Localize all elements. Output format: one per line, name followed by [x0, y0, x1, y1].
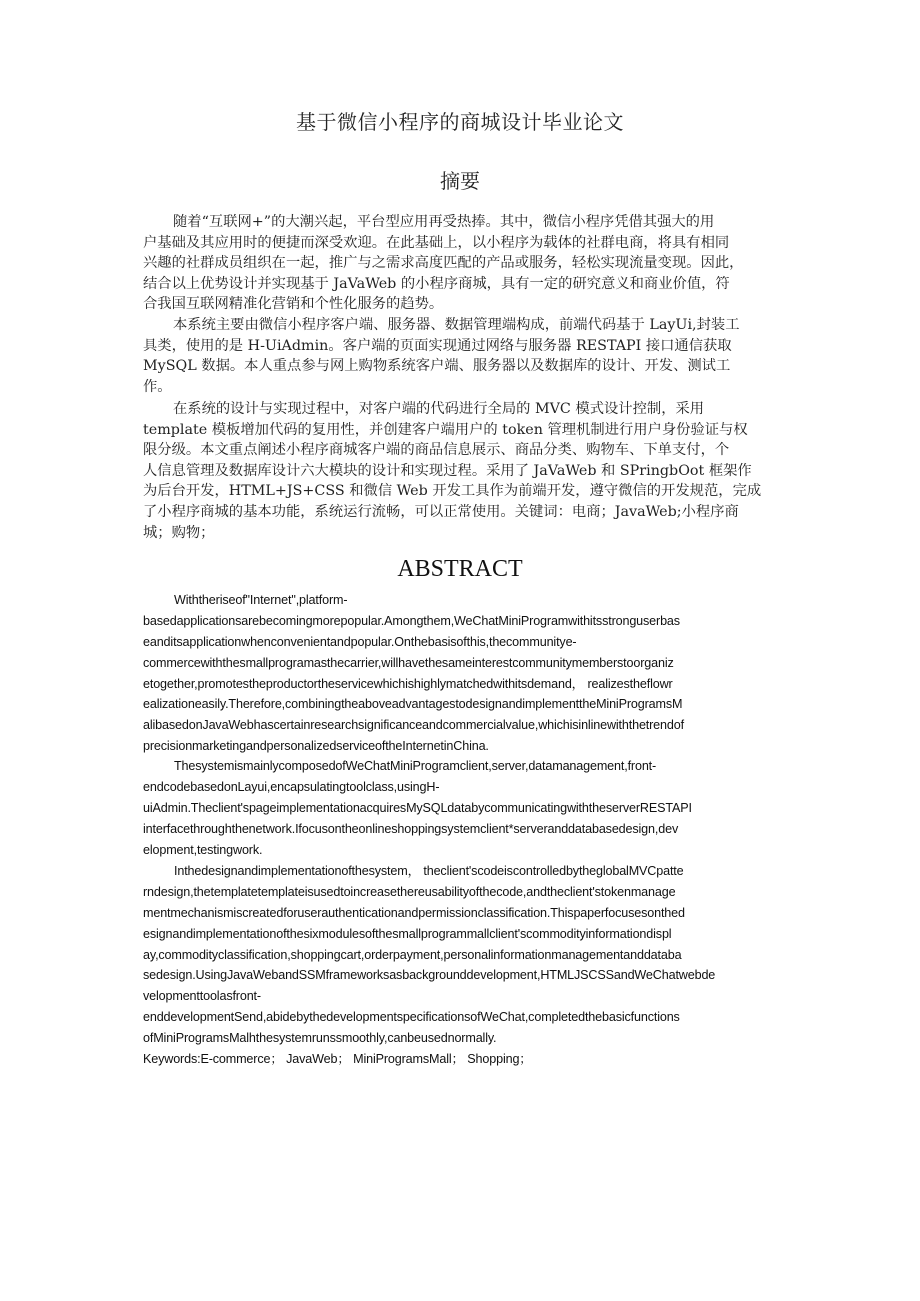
abstract-cn-paragraph-3: [143, 399, 783, 543]
abstract-cn-paragraph-1: [143, 212, 783, 315]
text-line: Withtheriseof"Internet",platform-: [174, 593, 348, 607]
text-line: 兴趣的社群成员组织在一起，推广与之需求高度匹配的产品或服务，轻松实现流量变现。因此，: [143, 255, 744, 272]
text-line: esignandimplementationofthesixmodulesofthesmallprogrammallclient'scommodityinformationdispl: [143, 926, 672, 941]
text-line: 结合以上优势设计并实现基于 JaVaWeb 的小程序商城，具有一定的研究意义和商业价值，符: [143, 275, 730, 292]
abstract-en-heading: ABSTRACT: [397, 556, 523, 582]
text-line: elopment,testingwork.: [143, 842, 263, 857]
text-line: mentmechanismiscreatedforuserauthenticationandpermissionclassification.Thispaperfocusesonthed: [143, 905, 685, 920]
text-line: 为后台开发，HTML+JS+CSS 和微信 Web 开发工具作为前端开发，遵守微信的开发规范，完成: [143, 483, 762, 500]
text-line: 城；购物；: [143, 524, 215, 541]
text-line: MySQL 数据。本人重点参与网上购物系统客户端、服务器以及数据库的设计、开发、测试工: [143, 358, 731, 375]
text-line: endcodebasedonLayui,encapsulatingtoolclass,usingH-: [143, 779, 440, 794]
text-line: 本系统主要由微信小程序客户端、服务器、数据管理端构成，前端代码基于 LayUi,封装工: [173, 317, 740, 333]
text-line: 随着“互联网+”的大潮兴起，平台型应用再受热捧。其中，微信小程序凭借其强大的用: [173, 214, 715, 230]
text-line: commercewiththesmallprogramasthecarrier,willhavethesameinterestcommunitymemberstoorganiz: [143, 655, 674, 670]
abstract-en-paragraph-1: [143, 590, 783, 757]
text-line: 人信息管理及数据库设计六大模块的设计和实现过程。采用了 JaVaWeb 和 SPringbOot 框架作: [143, 462, 752, 479]
text-line: sedesign.UsingJavaWebandSSMframeworksasbackgrounddevelopment,HTMLJSCSSandWeChatwebde: [143, 968, 716, 983]
text-line: eanditsapplicationwhenconvenientandpopular.Onthebasisofthis,thecommunitye-: [143, 634, 577, 649]
abstract-en-paragraph-2: [143, 756, 783, 860]
text-line: template 模板增加代码的复用性，并创建客户端用户的 token 管理机制进行用户身份验证与权: [143, 421, 748, 438]
text-line: enddevelopmentSend,abidebythedevelopmentspecificationsofWeChat,completedthebasicfunctions: [143, 1010, 680, 1025]
text-line: Inthedesignandimplementationofthesystem， theclient'scodeiscontrolledbytheglobalMVCpatte: [174, 864, 684, 878]
text-line: interfacethroughthenetwork.Ifocusontheonlineshoppingsystemclient*serveranddatabasedesign,dev: [143, 821, 679, 836]
text-line: etogether,promotestheproductortheservicewhichishighlymatchedwithitsdemand， realizestheflowr: [143, 676, 673, 691]
text-line: 作。: [143, 378, 172, 395]
text-line: precisionmarketingandpersonalizedserviceoftheInternetinChina.: [143, 739, 489, 754]
text-line: basedapplicationsarebecomingmorepopular.Amongthem,WeChatMiniProgramwithitsstronguserbas: [143, 613, 680, 628]
abstract-cn-heading: 摘要: [440, 169, 480, 193]
text-line: uiAdmin.Theclient'spageimplementationacquiresMySQLdatabycommunicatingwiththeserverRESTAPI: [143, 800, 692, 815]
text-line: ay,commodityclassification,shoppingcart,orderpayment,personalinformationmanagementanddataba: [143, 947, 682, 962]
text-line: rndesign,thetemplatetemplateisusedtoincreasethereusabilityofthecode,andtheclient'stokenmanage: [143, 884, 676, 899]
text-line: 具类，使用的是 H-UiAdmin。客户端的页面实现通过网络与服务器 RESTAPI 接口通信获取: [143, 337, 732, 354]
document-title: 基于微信小程序的商城设计毕业论文: [296, 110, 624, 134]
text-line: 限分级。本文重点阐述小程序商城客户端的商品信息展示、商品分类、购物车、下单支付，个: [143, 442, 730, 459]
text-line: 户基础及其应用时的便捷而深受欢迎。在此基础上，以小程序为载体的社群电商，将具有相同: [143, 234, 730, 251]
text-line: 了小程序商城的基本功能，系统运行流畅，可以正常使用。关键词：电商；JavaWeb;小程序商: [143, 503, 739, 520]
keywords-line: Keywords:E-commerce； JavaWeb； MiniProgramsMall； Shopping；: [143, 1052, 532, 1067]
abstract-cn-paragraph-2: [143, 315, 783, 397]
text-line: velopmenttoolasfront-: [143, 989, 261, 1004]
text-line: ThesystemismainlycomposedofWeChatMiniProgramclient,server,datamanagement,front-: [174, 759, 657, 773]
text-line: 合我国互联网精准化营销和个性化服务的趋势。: [143, 296, 444, 313]
text-line: ealizationeasily.Therefore,combiningtheaboveadvantagestodesignandimplementtheMiniProgramsM: [143, 697, 683, 712]
abstract-en-paragraph-3: [143, 861, 783, 1070]
text-line: 在系统的设计与实现过程中，对客户端的代码进行全局的 MVC 模式设计控制，采用: [173, 401, 705, 417]
text-line: alibasedonJavaWebhascertainresearchsignificanceandcommercialvalue,whichisinlinewiththetrendof: [143, 718, 684, 733]
text-line: ofMiniProgramsMalhthesystemrunssmoothly,canbeusednormally.: [143, 1031, 497, 1046]
